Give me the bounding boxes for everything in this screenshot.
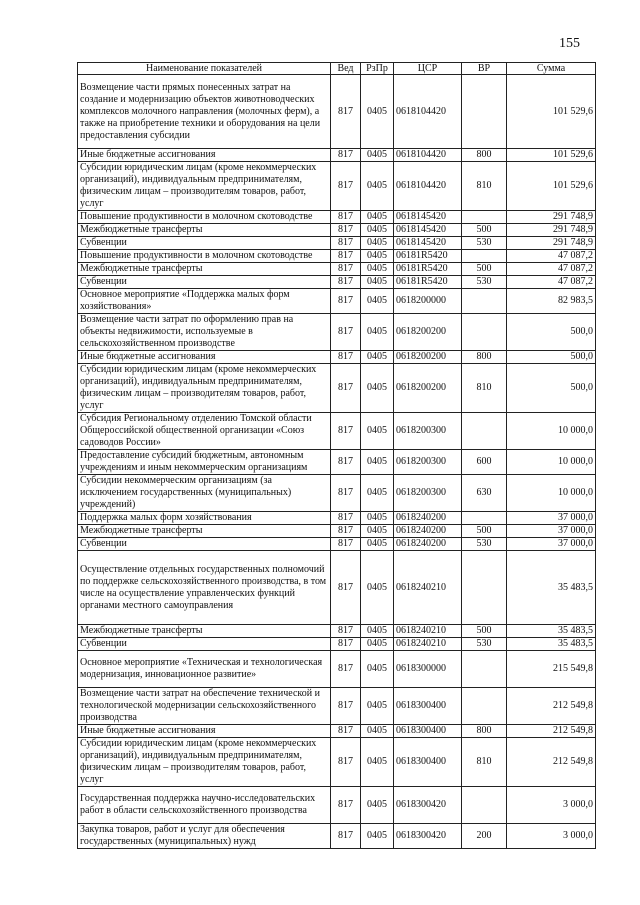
- table-row: [78, 75, 596, 149]
- row-vr: [462, 651, 507, 688]
- table-header-row: [78, 63, 596, 75]
- row-ved: 817: [331, 364, 361, 413]
- row-csr: 0618200000: [394, 289, 462, 314]
- budget-table: [77, 62, 596, 849]
- row-rzpr: 0405: [361, 725, 394, 738]
- row-ved: 817: [331, 525, 361, 538]
- row-sum: 500,0: [507, 314, 596, 351]
- table-row: [78, 450, 596, 475]
- row-rzpr: 0405: [361, 211, 394, 224]
- row-name: Предоставление субсидий бюджетным, автономным учреждениям и иным некоммерческим организациям: [78, 450, 331, 475]
- row-name: Межбюджетные трансферты: [78, 625, 331, 638]
- row-rzpr: 0405: [361, 787, 394, 824]
- page-number: 155: [559, 36, 580, 51]
- row-ved: 817: [331, 289, 361, 314]
- row-name: Осуществление отдельных государственных полномочий по поддержке сельскохозяйственного производства, в том числе на осуществление управленческих функций органами местного самоуправления: [78, 551, 331, 625]
- row-name: Субсидии юридическим лицам (кроме некоммерческих организаций), индивидуальным предпринимателям, физическим лицам – производителям товаров, работ, услуг: [78, 738, 331, 787]
- row-vr: 530: [462, 638, 507, 651]
- table-row: [78, 725, 596, 738]
- row-csr: 0618200300: [394, 413, 462, 450]
- row-csr: 0618240200: [394, 538, 462, 551]
- row-vr: 500: [462, 525, 507, 538]
- row-rzpr: 0405: [361, 413, 394, 450]
- row-csr: 0618240200: [394, 512, 462, 525]
- row-vr: [462, 289, 507, 314]
- row-name: Поддержка малых форм хозяйствования: [78, 512, 331, 525]
- row-name: Субвенции: [78, 538, 331, 551]
- row-vr: [462, 211, 507, 224]
- row-ved: 817: [331, 738, 361, 787]
- row-csr: 0618300420: [394, 787, 462, 824]
- row-vr: [462, 250, 507, 263]
- row-sum: 212 549,8: [507, 725, 596, 738]
- row-name: Межбюджетные трансферты: [78, 263, 331, 276]
- row-sum: 101 529,6: [507, 75, 596, 149]
- row-name: Межбюджетные трансферты: [78, 525, 331, 538]
- row-rzpr: 0405: [361, 276, 394, 289]
- row-sum: 35 483,5: [507, 625, 596, 638]
- row-vr: 800: [462, 725, 507, 738]
- row-rzpr: 0405: [361, 551, 394, 625]
- row-sum: 500,0: [507, 364, 596, 413]
- row-rzpr: 0405: [361, 538, 394, 551]
- row-ved: 817: [331, 351, 361, 364]
- row-rzpr: 0405: [361, 638, 394, 651]
- row-name: Закупка товаров, работ и услуг для обеспечения государственных (муниципальных) нужд: [78, 824, 331, 849]
- row-ved: 817: [331, 551, 361, 625]
- row-ved: 817: [331, 237, 361, 250]
- header-sum: Сумма: [507, 63, 596, 75]
- table-row: [78, 250, 596, 263]
- row-vr: 200: [462, 824, 507, 849]
- table-row: [78, 149, 596, 162]
- row-vr: 810: [462, 162, 507, 211]
- table-row: [78, 237, 596, 250]
- table-row: [78, 475, 596, 512]
- row-ved: 817: [331, 413, 361, 450]
- row-csr: 0618145420: [394, 237, 462, 250]
- row-rzpr: 0405: [361, 162, 394, 211]
- row-vr: 810: [462, 364, 507, 413]
- row-rzpr: 0405: [361, 314, 394, 351]
- row-vr: [462, 787, 507, 824]
- row-vr: 810: [462, 738, 507, 787]
- row-rzpr: 0405: [361, 688, 394, 725]
- row-vr: [462, 512, 507, 525]
- row-sum: 291 748,9: [507, 237, 596, 250]
- table-row: [78, 551, 596, 625]
- row-rzpr: 0405: [361, 364, 394, 413]
- row-csr: 0618104420: [394, 162, 462, 211]
- row-csr: 0618200300: [394, 450, 462, 475]
- row-rzpr: 0405: [361, 651, 394, 688]
- table-row: [78, 625, 596, 638]
- row-vr: 600: [462, 450, 507, 475]
- row-rzpr: 0405: [361, 824, 394, 849]
- row-ved: 817: [331, 224, 361, 237]
- header-rzpr: РзПр: [361, 63, 394, 75]
- row-rzpr: 0405: [361, 525, 394, 538]
- row-vr: 630: [462, 475, 507, 512]
- row-vr: [462, 314, 507, 351]
- row-sum: 37 000,0: [507, 512, 596, 525]
- row-sum: 215 549,8: [507, 651, 596, 688]
- row-name: Межбюджетные трансферты: [78, 224, 331, 237]
- row-name: Иные бюджетные ассигнования: [78, 351, 331, 364]
- row-ved: 817: [331, 75, 361, 149]
- row-name: Иные бюджетные ассигнования: [78, 149, 331, 162]
- row-rzpr: 0405: [361, 289, 394, 314]
- row-rzpr: 0405: [361, 263, 394, 276]
- table-row: [78, 413, 596, 450]
- table-row: [78, 351, 596, 364]
- row-sum: 3 000,0: [507, 824, 596, 849]
- row-sum: 212 549,8: [507, 688, 596, 725]
- row-name: Субвенции: [78, 276, 331, 289]
- row-sum: 101 529,6: [507, 162, 596, 211]
- row-ved: 817: [331, 162, 361, 211]
- row-name: Субсидия Региональному отделению Томской области Общероссийской общественной организации «Союз садоводов России»: [78, 413, 331, 450]
- row-csr: 0618200300: [394, 475, 462, 512]
- row-name: Возмещение части затрат по оформлению прав на объекты недвижимости, используемые в сельскохозяйственном производстве: [78, 314, 331, 351]
- row-sum: 10 000,0: [507, 475, 596, 512]
- table-row: [78, 314, 596, 351]
- row-name: Субсидии юридическим лицам (кроме некоммерческих организаций), индивидуальным предпринимателям, физическим лицам – производителям товаров, работ, услуг: [78, 162, 331, 211]
- row-vr: 500: [462, 224, 507, 237]
- row-csr: 0618145420: [394, 211, 462, 224]
- row-name: Иные бюджетные ассигнования: [78, 725, 331, 738]
- row-ved: 817: [331, 538, 361, 551]
- table-row: [78, 289, 596, 314]
- row-csr: 0618145420: [394, 224, 462, 237]
- row-name: Возмещение части прямых понесенных затрат на создание и модернизацию объектов животноводческих комплексов молочного направления (молочных ферм), а также на приобретение техники и оборудования на цели предоставления субсидии: [78, 75, 331, 149]
- row-name: Субвенции: [78, 237, 331, 250]
- row-sum: 101 529,6: [507, 149, 596, 162]
- row-sum: 37 000,0: [507, 538, 596, 551]
- row-name: Субсидии юридическим лицам (кроме некоммерческих организаций), индивидуальным предпринимателям, физическим лицам – производителям товаров, работ, услуг: [78, 364, 331, 413]
- row-ved: 817: [331, 625, 361, 638]
- row-vr: 530: [462, 276, 507, 289]
- row-csr: 0618300420: [394, 824, 462, 849]
- row-ved: 817: [331, 688, 361, 725]
- row-vr: 500: [462, 263, 507, 276]
- table-row: [78, 787, 596, 824]
- row-sum: 291 748,9: [507, 224, 596, 237]
- table-row: [78, 688, 596, 725]
- row-csr: 06181R5420: [394, 263, 462, 276]
- table-row: [78, 651, 596, 688]
- row-rzpr: 0405: [361, 237, 394, 250]
- row-sum: 500,0: [507, 351, 596, 364]
- row-vr: [462, 413, 507, 450]
- row-rzpr: 0405: [361, 738, 394, 787]
- row-csr: 0618104420: [394, 75, 462, 149]
- row-name: Возмещение части затрат на обеспечение технической и технологической модернизации сельскохозяйственного производства: [78, 688, 331, 725]
- row-csr: 0618104420: [394, 149, 462, 162]
- row-sum: 10 000,0: [507, 413, 596, 450]
- row-vr: 530: [462, 237, 507, 250]
- row-csr: 0618200200: [394, 314, 462, 351]
- table-row: [78, 211, 596, 224]
- row-ved: 817: [331, 314, 361, 351]
- row-sum: 37 000,0: [507, 525, 596, 538]
- row-ved: 817: [331, 651, 361, 688]
- table-row: [78, 364, 596, 413]
- row-sum: 35 483,5: [507, 551, 596, 625]
- row-ved: 817: [331, 725, 361, 738]
- row-ved: 817: [331, 211, 361, 224]
- row-ved: 817: [331, 787, 361, 824]
- row-vr: [462, 551, 507, 625]
- header-csr: ЦСР: [394, 63, 462, 75]
- table-row: [78, 276, 596, 289]
- row-name: Основное мероприятие «Техническая и технологическая модернизация, инновационное развитие»: [78, 651, 331, 688]
- table-row: [78, 263, 596, 276]
- row-sum: 35 483,5: [507, 638, 596, 651]
- row-sum: 291 748,9: [507, 211, 596, 224]
- row-vr: [462, 75, 507, 149]
- row-sum: 47 087,2: [507, 250, 596, 263]
- row-ved: 817: [331, 276, 361, 289]
- row-ved: 817: [331, 638, 361, 651]
- row-rzpr: 0405: [361, 512, 394, 525]
- row-csr: 0618300000: [394, 651, 462, 688]
- row-ved: 817: [331, 824, 361, 849]
- row-name: Субвенции: [78, 638, 331, 651]
- row-csr: 0618240210: [394, 551, 462, 625]
- header-name: Наименование показателей: [78, 63, 331, 75]
- table-row: [78, 824, 596, 849]
- row-csr: 0618200200: [394, 351, 462, 364]
- row-ved: 817: [331, 450, 361, 475]
- row-vr: [462, 688, 507, 725]
- table-row: [78, 638, 596, 651]
- header-vr: ВР: [462, 63, 507, 75]
- table-row: [78, 538, 596, 551]
- row-rzpr: 0405: [361, 250, 394, 263]
- row-csr: 0618240200: [394, 525, 462, 538]
- row-sum: 82 983,5: [507, 289, 596, 314]
- row-rzpr: 0405: [361, 75, 394, 149]
- row-name: Основное мероприятие «Поддержка малых форм хозяйствования»: [78, 289, 331, 314]
- row-ved: 817: [331, 475, 361, 512]
- table-row: [78, 525, 596, 538]
- row-csr: 06181R5420: [394, 250, 462, 263]
- table-row: [78, 224, 596, 237]
- row-name: Субсидии некоммерческим организациям (за исключением государственных (муниципальных) учреждений): [78, 475, 331, 512]
- row-csr: 0618240210: [394, 638, 462, 651]
- row-sum: 3 000,0: [507, 787, 596, 824]
- row-csr: 0618300400: [394, 738, 462, 787]
- row-vr: 800: [462, 149, 507, 162]
- row-csr: 06181R5420: [394, 276, 462, 289]
- row-vr: 800: [462, 351, 507, 364]
- row-name: Повышение продуктивности в молочном скотоводстве: [78, 211, 331, 224]
- row-ved: 817: [331, 250, 361, 263]
- row-csr: 0618300400: [394, 725, 462, 738]
- row-ved: 817: [331, 149, 361, 162]
- row-rzpr: 0405: [361, 351, 394, 364]
- row-name: Повышение продуктивности в молочном скотоводстве: [78, 250, 331, 263]
- row-sum: 10 000,0: [507, 450, 596, 475]
- row-sum: 47 087,2: [507, 263, 596, 276]
- row-csr: 0618300400: [394, 688, 462, 725]
- row-csr: 0618240210: [394, 625, 462, 638]
- row-vr: 530: [462, 538, 507, 551]
- row-rzpr: 0405: [361, 625, 394, 638]
- table-row: [78, 512, 596, 525]
- row-rzpr: 0405: [361, 450, 394, 475]
- table-row: [78, 162, 596, 211]
- header-ved: Вед: [331, 63, 361, 75]
- row-csr: 0618200200: [394, 364, 462, 413]
- row-sum: 47 087,2: [507, 276, 596, 289]
- row-sum: 212 549,8: [507, 738, 596, 787]
- table-row: [78, 738, 596, 787]
- row-rzpr: 0405: [361, 224, 394, 237]
- row-ved: 817: [331, 263, 361, 276]
- row-ved: 817: [331, 512, 361, 525]
- row-vr: 500: [462, 625, 507, 638]
- row-rzpr: 0405: [361, 149, 394, 162]
- row-name: Государственная поддержка научно-исследовательских работ в области сельскохозяйственного производства: [78, 787, 331, 824]
- row-rzpr: 0405: [361, 475, 394, 512]
